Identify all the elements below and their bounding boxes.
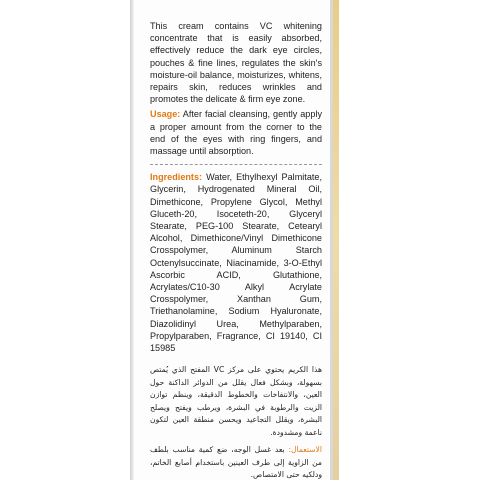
arabic-usage-section <box>150 444 322 482</box>
arabic-usage-label: الاستعمال: <box>288 445 322 455</box>
usage-text: After facial cleansing, gently apply a proper amount from the corner to the end of the eyes with ring fingers, and massage until absorption. <box>150 109 322 157</box>
box-left-edge <box>130 0 134 480</box>
box-side-strip <box>333 0 339 480</box>
arabic-description: هذا الكريم يحتوي على مركز VC المفتح الذي يُمتص بسهولة، وبشكل فعال يقلل من الدوائر الداكنة حول العين، والانتفاخات والخطوط الدقيقة، وينظم توازن الزيت والرطوبة في البشرة، ويرطب ويفتح ويصلح البشرة، ويقلل التجاعيد ويحسن منطقة العين لتكون ناعمة ومشدودة. <box>150 365 322 437</box>
arabic-usage-text: بعد غسل الوجه، ضع كمية مناسب بلطف من الزاوية إلى طرف العينين باستخدام أصابع الخاتم، ودلكيه حتى الامتصاص. <box>150 445 322 480</box>
ingredients-section <box>150 171 322 354</box>
usage-section <box>150 108 322 157</box>
section-divider <box>150 164 322 165</box>
usage-label: Usage: <box>150 109 181 120</box>
ingredients-text: Water, Ethylhexyl Palmitate, Glycerin, Hydrogenated Mineral Oil, Dimethicone, Propylene Glycol, Methyl Gluceth-20, Isoceteth-20, Glyceryl Stearate, PEG-100 Stearate, Cetearyl Alcohol, Dimethicone/Vinyl Dimethicone Crosspolymer, Aluminum Starch Octenylsuccinate, Niacinamide, 3-O-Ethyl Ascorbic ACID, Glutathione, Acrylates/C10-30 Alkyl Acrylate Crosspolymer, Xanthan Gum, Triethanolamine, Sodium Hyaluronate, Diazolidinyl Urea, Methylparaben, Propylparaben, Fragrance, CI 19140, CI 15985 <box>150 172 322 354</box>
ingredients-label: Ingredients: <box>150 172 203 183</box>
product-description: This cream contains VC whitening concentrate that is easily absorbed, effectively reduce the dark eye circles, pouches & fine lines, regulates the skin's moisture-oil balance, moisturizes, whitens, repairs skin, reduces wrinkles and promotes the delicate & firm eye zone. <box>150 21 322 105</box>
label-text-block <box>150 20 322 482</box>
